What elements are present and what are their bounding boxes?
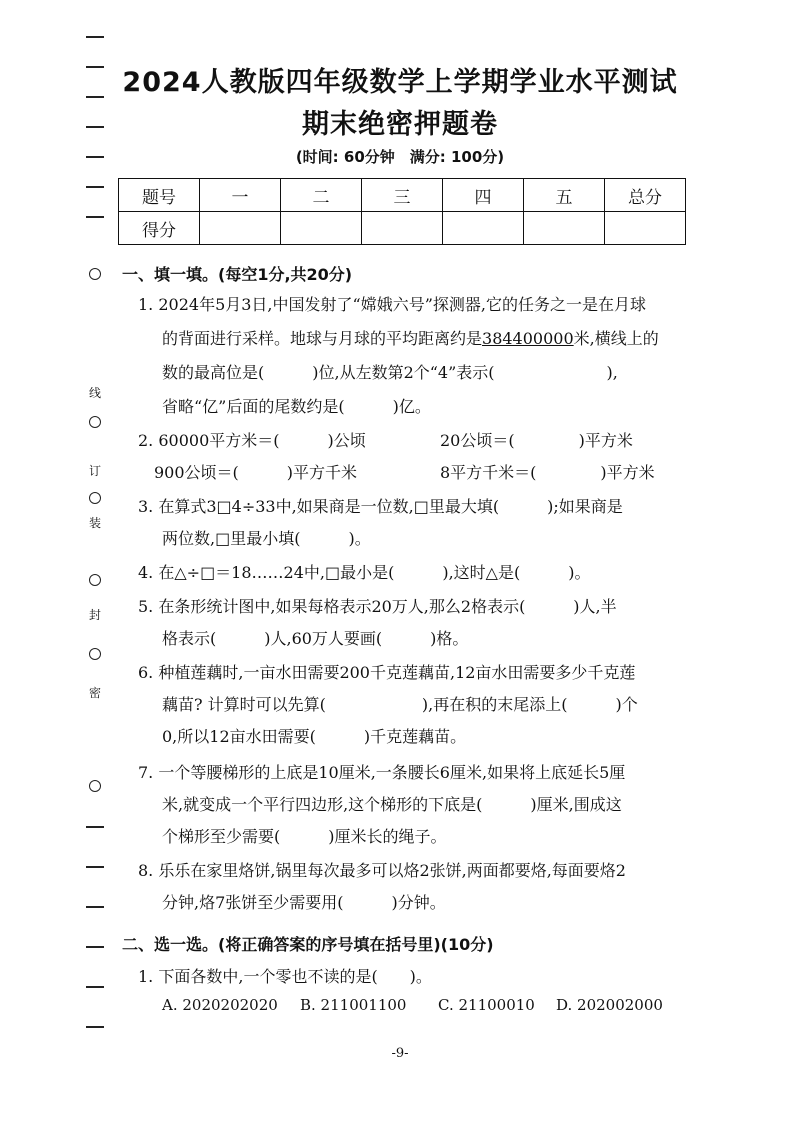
q8-line2: 分钟,烙7张饼至少需要用( )分钟。 <box>162 893 446 912</box>
score-header-cell: 五 <box>524 179 605 212</box>
binding-dash <box>86 826 104 828</box>
s2-q1-line: 1. 下面各数中,一个零也不读的是( )。 <box>138 967 432 986</box>
exam-time-score: (时间: 60分钟 满分: 100分) <box>295 148 505 166</box>
q2-d: 8平方千米＝( )平方米 <box>440 463 655 482</box>
binding-label-ding: 订 <box>88 464 101 478</box>
q3-line2: 两位数,□里最小填( )。 <box>162 529 371 548</box>
q6-line3: 0,所以12亩水田需要( )千克莲藕苗。 <box>162 727 467 746</box>
score-table <box>118 178 686 245</box>
binding-label-mi: 密 <box>88 686 101 700</box>
q6-line2: 藕苗? 计算时可以先算( ),再在积的末尾添上( )个 <box>162 695 638 714</box>
page-number: -9- <box>391 1046 409 1061</box>
score-table-header-row <box>119 179 686 212</box>
exam-subtitle: 期末绝密押题卷 <box>302 109 498 140</box>
q5-line1: 5. 在条形统计图中,如果每格表示20万人,那么2格表示( )人,半 <box>138 597 617 616</box>
binding-dash <box>86 866 104 868</box>
binding-dash <box>86 36 104 38</box>
binding-dash <box>86 216 104 218</box>
s2-q1-option-b: B. 211001100 <box>300 996 407 1014</box>
score-header-cell: 二 <box>281 179 362 212</box>
q2-b: 20公顷＝( )平方米 <box>440 431 633 450</box>
score-header-cell: 三 <box>362 179 443 212</box>
binding-hole <box>89 574 101 586</box>
binding-label-feng: 封 <box>88 608 101 622</box>
binding-dash <box>86 946 104 948</box>
score-header-cell: 总分 <box>605 179 686 212</box>
q2-c: 900公顷＝( )平方千米 <box>154 463 358 482</box>
binding-hole <box>89 780 101 792</box>
q1-line2-a: 的背面进行采样。地球与月球的平均距离约是 <box>162 329 483 348</box>
binding-hole <box>89 416 101 428</box>
score-cell[interactable] <box>524 212 605 245</box>
s2-q1-option-d: D. 202002000 <box>556 996 663 1014</box>
q6-line1: 6. 种植莲藕时,一亩水田需要200千克莲藕苗,12亩水田需要多少千克莲 <box>138 663 636 682</box>
q1-line3: 数的最高位是( )位,从左数第2个“4”表示( ), <box>162 363 618 382</box>
section2-heading: 二、选一选。(将正确答案的序号填在括号里)(10分) <box>122 935 494 954</box>
binding-dash <box>86 906 104 908</box>
q7-line2: 米,就变成一个平行四边形,这个梯形的下底是( )厘米,围成这 <box>162 795 622 814</box>
score-header-cell: 四 <box>443 179 524 212</box>
score-cell[interactable] <box>362 212 443 245</box>
score-cell[interactable] <box>443 212 524 245</box>
q1-line4: 省略“亿”后面的尾数约是( )亿。 <box>162 397 431 416</box>
binding-label-xian: 线 <box>88 386 101 400</box>
exam-title: 2024人教版四年级数学上学期学业水平测试 <box>122 67 678 98</box>
q2-a: 2. 60000平方米＝( )公顷 <box>138 431 366 450</box>
score-cell[interactable] <box>281 212 362 245</box>
score-row-label: 得分 <box>119 212 200 245</box>
q3-line1: 3. 在算式3□4÷33中,如果商是一位数,□里最大填( );如果商是 <box>138 497 623 516</box>
q7-line1: 7. 一个等腰梯形的上底是10厘米,一条腰长6厘米,如果将上底延长5厘 <box>138 763 626 782</box>
q8-line1: 8. 乐乐在家里烙饼,锅里每次最多可以烙2张饼,两面都要烙,每面要烙2 <box>138 861 626 880</box>
binding-label-zhuang: 装 <box>88 516 101 530</box>
q1-line2 <box>162 326 659 349</box>
q1-line2-b: 米,横线上的 <box>573 329 659 348</box>
q7-line3: 个梯形至少需要( )厘米长的绳子。 <box>162 827 447 846</box>
binding-dash <box>86 986 104 988</box>
s2-q1-option-c: C. 21100010 <box>438 996 535 1014</box>
section1-heading: 一、填一填。(每空1分,共20分) <box>122 265 353 284</box>
binding-hole <box>89 648 101 660</box>
binding-hole <box>89 268 101 280</box>
score-table-score-row <box>119 212 686 245</box>
score-header-cell: 题号 <box>119 179 200 212</box>
score-header-cell: 一 <box>200 179 281 212</box>
binding-hole <box>89 492 101 504</box>
binding-dash <box>86 186 104 188</box>
score-cell[interactable] <box>605 212 686 245</box>
s2-q1-option-a: A. 2020202020 <box>162 996 278 1014</box>
q1-underlined-number: 384400000 <box>482 329 574 348</box>
binding-dash <box>86 1026 104 1028</box>
q1-line1: 1. 2024年5月3日,中国发射了“嫦娥六号”探测器,它的任务之一是在月球 <box>138 295 646 314</box>
q5-line2: 格表示( )人,60万人要画( )格。 <box>162 629 469 648</box>
binding-margin <box>86 36 104 1048</box>
q4-line: 4. 在△÷□＝18……24中,□最小是( ),这时△是( )。 <box>138 563 591 582</box>
score-cell[interactable] <box>200 212 281 245</box>
